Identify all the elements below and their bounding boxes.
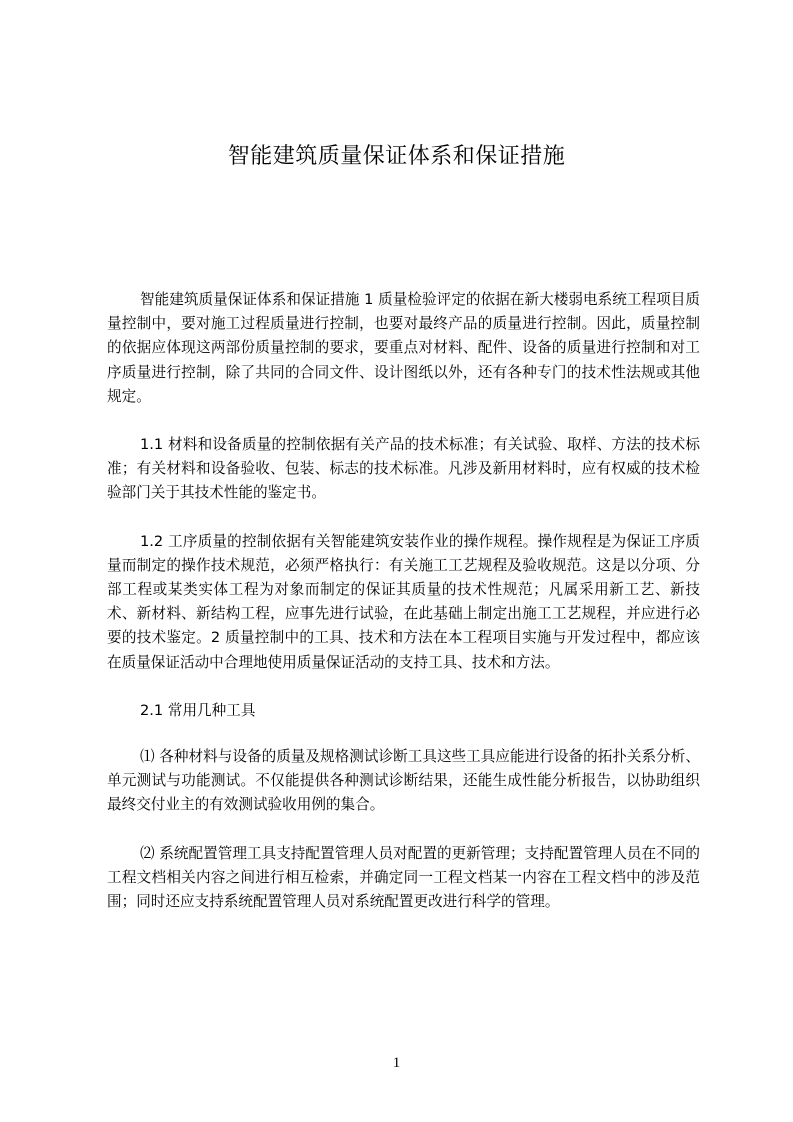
paragraph-section-1-1: 1.1 材料和设备质量的控制依据有关产品的技术标准；有关试验、取样、方法的技术标准；有关材料和设备验收、包装、标志的技术标准。凡涉及新用材料时，应有权威的技术检验部门关于其技术性能的鉴定书。 xyxy=(107,436,700,502)
section-heading-2-1: 2.1 常用几种工具 xyxy=(140,701,256,719)
document-title: 智能建筑质量保证体系和保证措施 xyxy=(227,144,566,169)
paragraph-section-1-2: 1.2 工序质量的控制依据有关智能建筑安装作业的操作规程。操作规程是为保证工序质量而制定的操作技术规范，必须严格执行：有关施工工艺规程及验收规范。这是以分项、分部工程或某类实体工程为对象而制定的保证其质量的技术性规范；凡属采用新工艺、新技术、新材料、新结构工程，应事先进行试验，在此基础上制定出施工工艺规程，并应进行必要的技术鉴定。2 质量控制中的工具、技术和方法在本工程项目实施与开发过程中，都应该在质量保证活动中合理地使用质量保证活动的支持工具、技术和方法。 xyxy=(107,532,700,671)
paragraph-item-2: ⑵ 系统配置管理工具支持配置管理人员对配置的更新管理；支持配置管理人员在不同的工程文档相关内容之间进行相互检索，并确定同一工程文档某一内容在工程文档中的涉及范围；同时还应支持系统配置管理人员对系统配置更改进行科学的管理。 xyxy=(107,844,700,911)
paragraph-item-1: ⑴ 各种材料与设备的质量及规格测试诊断工具这些工具应能进行设备的拓扑关系分析、单元测试与功能测试。不仅能提供各种测试诊断结果，还能生成性能分析报告，以协助组织最终交付业主的有效测试验收用例的集合。 xyxy=(107,748,700,814)
document-body xyxy=(107,288,700,938)
paragraph-intro: 智能建筑质量保证体系和保证措施 1 质量检验评定的依据在新大楼弱电系统工程项目质量控制中，要对施工过程质量进行控制，也要对最终产品的质量进行控制。因此，质量控制的依据应体现这两部份质量控制的要求，要重点对材料、配件、设备的质量进行控制和对工序质量进行控制，除了共同的合同文件、设计图纸以外，还有各种专门的技术性法规或其他规定。 xyxy=(107,291,700,405)
page-number: 1 xyxy=(392,1055,401,1071)
